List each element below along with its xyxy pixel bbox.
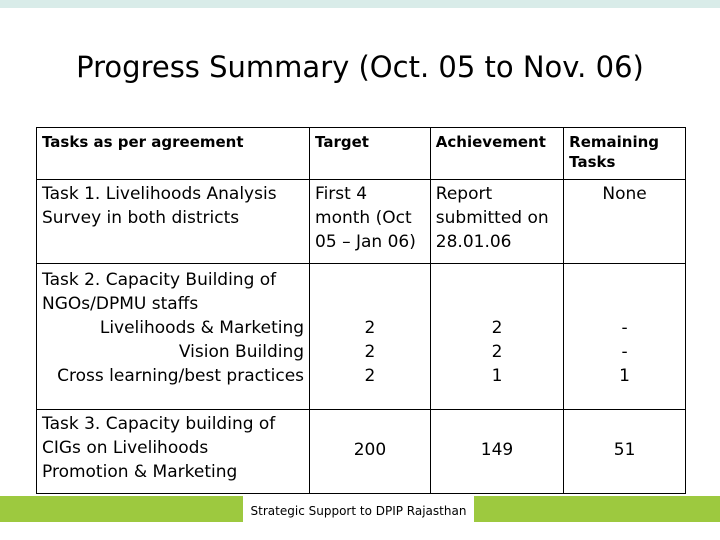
task1-achievement-line3: 28.01.06 — [435, 232, 512, 252]
task2-subitem-label: Cross learning/best practices — [57, 366, 305, 386]
task1-target-line1: First 4 — [315, 184, 368, 204]
header-tasks: Tasks as per agreement — [37, 128, 310, 180]
task3-name-line3: Promotion & Marketing — [42, 462, 238, 482]
task2-name-line2: NGOs/DPMU staffs — [42, 294, 199, 314]
table-row-task2 — [37, 264, 686, 410]
task2-subitem-label: Vision Building — [178, 342, 305, 362]
task1-target — [310, 180, 431, 264]
task2-achievement — [430, 264, 563, 410]
header-achievement: Achievement — [430, 128, 563, 180]
task2-name — [37, 264, 310, 410]
task2-target-value: 2 — [364, 366, 376, 386]
progress-table — [36, 127, 686, 494]
task2-remaining-value: 1 — [619, 366, 630, 386]
slide-title: Progress Summary (Oct. 05 to Nov. 06) — [76, 50, 644, 84]
task2-achievement-value: 2 — [491, 342, 503, 362]
task2-remaining-value: - — [621, 318, 628, 338]
footer-caption: Strategic Support to DPIP Rajasthan — [243, 496, 474, 526]
task1-achievement-line2: submitted on — [435, 208, 549, 228]
task2-remaining — [564, 264, 686, 410]
header-target: Target — [310, 128, 431, 180]
task3-target: 200 — [310, 410, 431, 494]
table-row-task1 — [37, 180, 686, 264]
task3-name — [37, 410, 310, 494]
task1-achievement — [430, 180, 563, 264]
task2-subitem-label: Livelihoods & Marketing — [99, 318, 305, 338]
task2-target-value: 2 — [364, 342, 376, 362]
task2-achievement-value: 1 — [491, 366, 503, 386]
task1-target-line2: month (Oct — [315, 208, 412, 228]
task2-remaining-value: - — [621, 342, 628, 362]
task2-target — [310, 264, 431, 410]
task2-achievement-value: 2 — [491, 318, 503, 338]
task3-name-line1: Task 3. Capacity building of — [42, 414, 276, 434]
table-row-task3 — [37, 410, 686, 494]
top-accent-bar — [0, 0, 720, 8]
task1-name-line1: Task 1. Livelihoods Analysis — [42, 184, 277, 204]
header-remaining-line2: Tasks — [569, 153, 616, 171]
task1-achievement-line1: Report — [435, 184, 493, 204]
header-remaining-line1: Remaining — [569, 133, 660, 151]
task3-achievement: 149 — [430, 410, 563, 494]
header-remaining — [564, 128, 686, 180]
task1-remaining: None — [564, 180, 686, 264]
task1-target-line3: 05 – Jan 06) — [315, 232, 416, 252]
task2-name-line1: Task 2. Capacity Building of — [42, 270, 277, 290]
task1-name-line2: Survey in both districts — [42, 208, 240, 228]
task2-target-value: 2 — [364, 318, 376, 338]
task1-name — [37, 180, 310, 264]
table-header-row — [37, 128, 686, 180]
task3-name-line2: CIGs on Livelihoods — [42, 438, 209, 458]
task3-remaining: 51 — [564, 410, 686, 494]
